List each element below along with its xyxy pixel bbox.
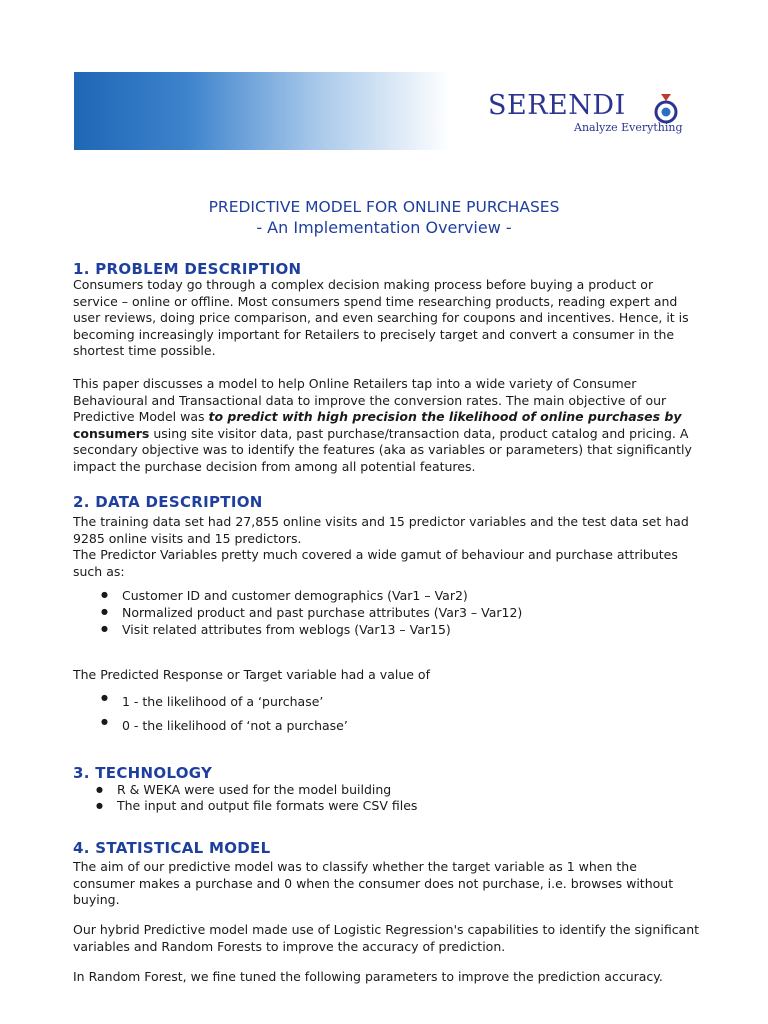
problem-paragraph-1 xyxy=(73,277,698,360)
text-line: impact the purchase decision from among all potential features. xyxy=(73,458,476,474)
document-subtitle: - An Implementation Overview - xyxy=(256,218,512,237)
text-run: using site visitor data, past purchase/transaction data, product catalog and pricing. A xyxy=(149,425,689,441)
text-line: consumer makes a purchase and 0 when the consumer does not purchase, i.e. browses without xyxy=(73,875,674,891)
model-paragraph-3 xyxy=(73,969,698,986)
list-item: ● The input and output file formats were CSV files xyxy=(93,798,417,814)
objective-emphasis: to predict with high precision the likelihood of online purchases by xyxy=(208,409,682,424)
list-item: ● Customer ID and customer demographics (Var1 – Var2) xyxy=(98,587,522,604)
response-intro: The Predicted Response or Target variable had a value of xyxy=(73,667,430,682)
text-line: The training data set had 27,855 online visits and 15 predictor variables and the test data set had xyxy=(73,514,689,529)
section-heading-model: 4. STATISTICAL MODEL xyxy=(73,839,271,857)
predictor-list xyxy=(98,587,522,638)
text-line xyxy=(73,409,698,426)
section-heading-problem: 1. PROBLEM DESCRIPTION xyxy=(73,260,302,278)
text-line: 9285 online visits and 15 predictors. xyxy=(73,530,302,546)
company-logo xyxy=(488,90,698,140)
text-line: Our hybrid Predictive model made use of Logistic Regression's capabilities to identify the significant xyxy=(73,922,700,937)
text-line: secondary objective was to identify the features (aka as variables or parameters) that significantly xyxy=(73,442,692,457)
list-item: ● 0 - the likelihood of ‘not a purchase’ xyxy=(98,714,348,738)
text-line: The Predictor Variables pretty much covered a wide gamut of behaviour and purchase attributes xyxy=(73,547,678,562)
text-line: becoming increasingly important for Retailers to precisely target and convert a consumer in the xyxy=(73,326,675,342)
text-run: Predictive Model was xyxy=(73,409,209,424)
technology-list xyxy=(93,782,417,814)
section-heading-data: 2. DATA DESCRIPTION xyxy=(73,493,263,511)
text-line: The aim of our predictive model was to classify whether the target variable as 1 when the xyxy=(73,859,637,874)
text-line: such as: xyxy=(73,563,125,579)
data-paragraph-2 xyxy=(73,547,698,580)
problem-paragraph-2 xyxy=(73,376,698,475)
section-heading-technology: 3. TECHNOLOGY xyxy=(73,764,213,782)
text-line: This paper discusses a model to help Online Retailers tap into a wide variety of Consumer xyxy=(73,376,637,391)
text-line: Consumers today go through a complex decision making process before buying a product or xyxy=(73,277,654,292)
data-paragraph-1 xyxy=(73,514,698,547)
model-paragraph-2 xyxy=(73,922,698,955)
text-line: In Random Forest, we fine tuned the following parameters to improve the prediction accuracy. xyxy=(73,969,663,984)
text-line: Behavioural and Transactional data to improve the conversion rates. The main objective of our xyxy=(73,392,667,408)
list-item: ● R & WEKA were used for the model building xyxy=(93,782,417,798)
response-list xyxy=(98,690,348,738)
objective-emphasis-end: consumers xyxy=(73,425,150,441)
model-paragraph-1 xyxy=(73,859,698,909)
list-item: ● Normalized product and past purchase attributes (Var3 – Var12) xyxy=(98,604,522,621)
text-line: user reviews, doing price comparison, and even searching for coupons and incentives. Hence, it is xyxy=(73,310,689,325)
logo-tagline: Analyze Everything xyxy=(574,121,683,134)
logo-target-icon xyxy=(651,92,681,124)
text-line xyxy=(73,426,698,443)
text-line: service – online or offline. Most consumers spend time researching products, reading expert and xyxy=(73,293,678,309)
header-banner xyxy=(74,72,450,150)
document-title: PREDICTIVE MODEL FOR ONLINE PURCHASES xyxy=(208,198,560,216)
list-item: ● 1 - the likelihood of a ‘purchase’ xyxy=(98,690,348,714)
text-line: shortest time possible. xyxy=(73,343,216,358)
logo-wordmark: SERENDI xyxy=(488,90,626,121)
text-line: buying. xyxy=(73,892,120,907)
text-line: variables and Random Forests to improve the accuracy of prediction. xyxy=(73,938,506,954)
list-item: ● Visit related attributes from weblogs (Var13 – Var15) xyxy=(98,621,522,638)
